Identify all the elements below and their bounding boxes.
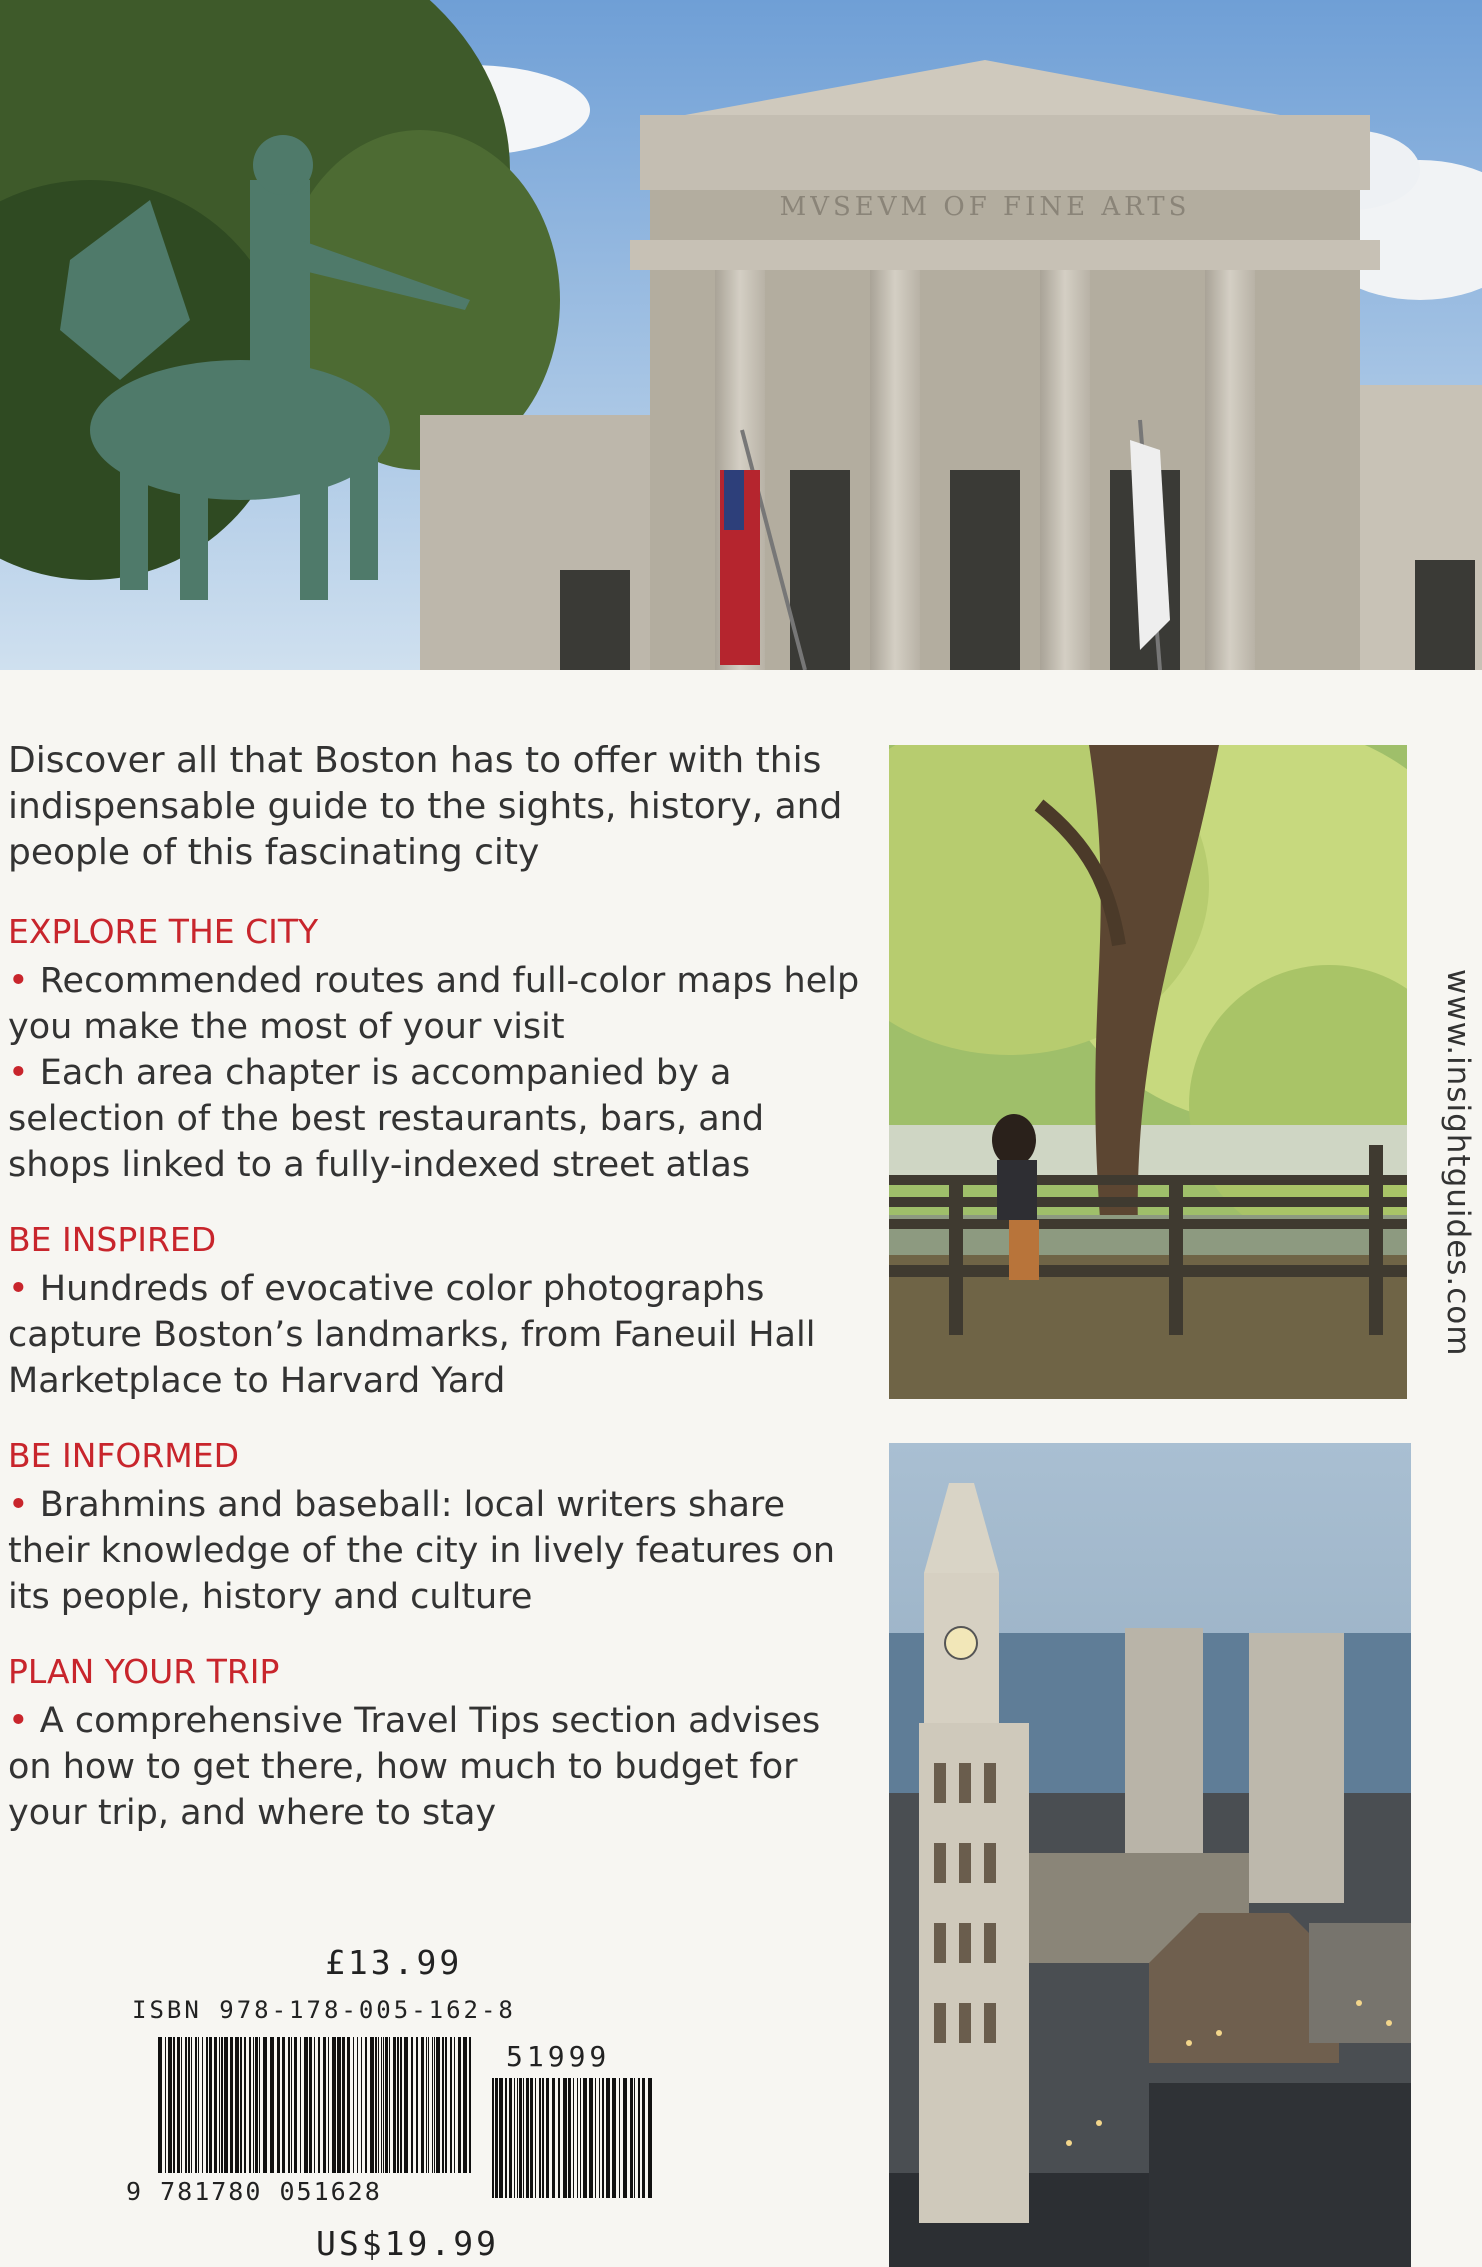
barcode-bar [563,2078,567,2198]
barcode-bar [224,2037,228,2173]
price-gbp: £13.99 [325,1943,463,1982]
barcode-bar [458,2037,461,2173]
barcode-bar [206,2037,208,2173]
barcode-bar [595,2078,596,2198]
barcode-bar [195,2037,197,2173]
barcode-bar [255,2037,258,2173]
bullet-point [8,1266,868,1404]
barcode-bar [381,2037,382,2173]
bullet-point [8,958,868,1050]
barcode-bar [623,2078,627,2198]
website-url[interactable] [1428,925,1482,1400]
barcode-bar [432,2037,433,2173]
barcode-bar [291,2037,292,2173]
bullet-point [8,1050,868,1188]
bullet-dot-icon: • [8,1701,29,1741]
barcode-bar [442,2037,444,2173]
barcode-bar [463,2037,467,2173]
barcode-bar [185,2037,187,2173]
barcode-bar [318,2037,320,2173]
barcode-bar [634,2078,635,2198]
barcode-bar [602,2078,604,2198]
custom-house-tower-photo [889,1443,1411,2267]
barcode-bar [558,2078,560,2198]
barcode-bar [332,2037,336,2173]
bullet-dot-icon: • [8,961,29,1001]
barcode-bar [495,2078,498,2198]
section-heading: BE INFORMED [8,1436,240,1475]
barcode-bar [165,2037,166,2173]
barcode-bar [158,2037,162,2173]
barcode-bar [514,2078,515,2198]
park-bench-photo [889,745,1407,1399]
barcode-bar [539,2078,541,2198]
bullet-point [8,1698,868,1836]
website-url-text[interactable]: www.insightguides.com [1440,968,1476,1357]
bullet-dot-icon: • [8,1485,29,1525]
barcode-bar [314,2037,315,2173]
barcode-bar [347,2037,350,2173]
barcode-bar [523,2078,524,2198]
isbn-number: ISBN 978-178-005-162-8 [132,1996,516,2024]
barcode-bar [552,2078,555,2198]
barcode-bar [530,2078,533,2198]
barcode-bar [606,2078,610,2198]
barcode-bar [546,2078,549,2198]
hero-photo-museum [0,0,1482,670]
price-addon-barcode [492,2078,656,2198]
bullet-text: A comprehensive Travel Tips section advises on how to get there, how much to budget for your trip, and where to stay [8,1701,821,1833]
barcode-bar [202,2037,203,2173]
feature-section [8,910,868,1188]
bullet-dot-icon: • [8,1053,29,1093]
barcode-bar [519,2078,522,2198]
barcode-bar [378,2037,379,2173]
barcode-bar [168,2037,172,2173]
barcode-bar [400,2037,402,2173]
price-usd: US$19.99 [316,2224,499,2263]
feature-sections [8,910,868,1836]
barcode-bar [397,2037,399,2173]
barcode-bar [505,2078,507,2198]
barcode-bar [177,2037,180,2173]
section-heading: BE INSPIRED [8,1220,217,1259]
museum-inscription: MVSEVM OF FINE ARTS [779,192,1191,222]
barcode-bar [323,2037,326,2173]
barcode-bar [191,2037,192,2173]
isbn-barcode [158,2037,474,2173]
barcode-bar [630,2078,633,2198]
barcode-bar [445,2037,447,2173]
barcode-bar [214,2037,217,2173]
barcode-bar [450,2037,452,2173]
feature-section [8,1650,868,1836]
barcode-bar [353,2037,354,2173]
barcode-bar [173,2037,175,2173]
barcode-bar [282,2037,285,2173]
barcode-bar [499,2078,503,2198]
barcode-bar [209,2037,212,2173]
barcode-bar [288,2037,290,2173]
barcode-bar [589,2078,593,2198]
barcode-bar [270,2037,274,2173]
bullet-text: Each area chapter is accompanied by a selection of the best restaurants, bars, and shops linked to a fully-indexed street atlas [8,1053,765,1185]
barcode-bar [580,2078,581,2198]
barcode-bar [294,2037,297,2173]
barcode-bar [612,2078,616,2198]
barcode-bar [469,2037,471,2173]
barcode-bar [221,2037,223,2173]
intro-paragraph: Discover all that Boston has to offer with this indispensable guide to the sights, history, and people of this fascinating city [8,740,843,873]
barcode-bar [304,2037,308,2173]
barcode-addon-number: 51999 [506,2040,611,2073]
barcode-bar [535,2078,536,2198]
barcode-bar [181,2037,182,2173]
barcode-bar [568,2078,571,2198]
bullet-dot-icon: • [8,1269,29,1309]
barcode-bar [619,2078,620,2198]
barcode-bar [263,2037,267,2173]
barcode-bar [411,2037,413,2173]
barcode-bar [542,2078,544,2198]
barcode-bar [370,2037,374,2173]
barcode-bar [416,2037,418,2173]
barcode-bar [244,2037,246,2173]
barcode-bar [277,2037,280,2173]
barcode-bar [577,2078,578,2198]
barcode-bar [253,2037,254,2173]
feature-section [8,1218,868,1404]
barcode-bar [573,2078,574,2198]
barcode-bar [337,2037,341,2173]
barcode-bar [434,2037,435,2173]
barcode-bar [642,2078,645,2198]
bullet-text: Hundreds of evocative color photographs capture Boston’s landmarks, from Faneuil Hall Marketplace to Harvard Yard [8,1269,816,1401]
bullet-point [8,1482,868,1620]
barcode-bar [230,2037,233,2173]
barcode-bar [259,2037,260,2173]
section-heading: PLAN YOUR TRIP [8,1652,280,1691]
barcode-bar [389,2037,390,2173]
section-heading: EXPLORE THE CITY [8,912,319,951]
barcode-bar [517,2078,518,2198]
barcode-bar [393,2037,396,2173]
barcode-bar [426,2037,427,2173]
barcode-bar [383,2037,384,2173]
barcode-bar [219,2037,220,2173]
barcode-bar [300,2037,301,2173]
barcode-bar [375,2037,377,2173]
barcode-bar [385,2037,388,2173]
barcode-bar [648,2078,652,2198]
barcode-bar [404,2037,408,2173]
barcode-bar [361,2037,362,2173]
barcode-bar [509,2078,512,2198]
barcode-bar [188,2037,190,2173]
description-column [8,738,868,1866]
barcode-bar [599,2078,600,2198]
barcode-bar [583,2078,587,2198]
bullet-text: Brahmins and baseball: local writers share their knowledge of the city in lively features on its people, history and culture [8,1485,836,1617]
bullet-text: Recommended routes and full-color maps help you make the most of your visit [8,961,860,1047]
barcode-bar [309,2037,312,2173]
barcode-bar [342,2037,345,2173]
barcode-bar [492,2078,494,2198]
barcode-digits: 9 781780 051628 [126,2177,382,2206]
feature-section [8,1434,868,1620]
barcode-bar [235,2037,239,2173]
barcode-bar [198,2037,199,2173]
barcode-bar [428,2037,429,2173]
barcode-bar [638,2078,640,2198]
barcode-bar [454,2037,455,2173]
barcode-bar [421,2037,424,2173]
barcode-bar [357,2037,358,2173]
barcode-bar [365,2037,367,2173]
barcode-bar [436,2037,440,2173]
barcode-bar [240,2037,242,2173]
barcode-bar [328,2037,329,2173]
barcode-bar [249,2037,251,2173]
barcode-bar [526,2078,529,2198]
